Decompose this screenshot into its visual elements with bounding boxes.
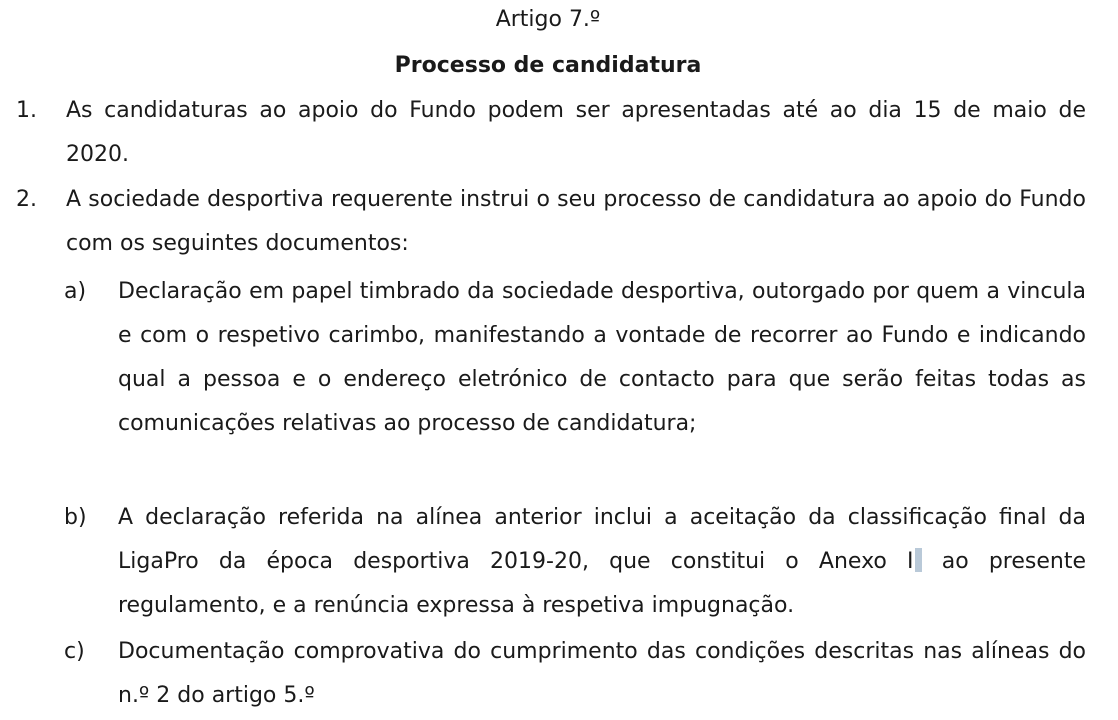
list-item-2: [16, 178, 1086, 266]
item-number: 1.: [16, 98, 37, 123]
sub-item-text: [118, 496, 1086, 628]
list-item-1: [16, 89, 1086, 177]
sub-item-letter: b): [64, 505, 87, 530]
article-title: Processo de candidatura: [394, 53, 702, 78]
sub-item-a: [64, 270, 1086, 446]
sub-item-letter: c): [64, 639, 85, 664]
sub-item-letter: a): [64, 279, 87, 304]
item-number: 2.: [16, 187, 37, 212]
item-text: As candidaturas ao apoio do Fundo podem ser apresentadas até ao dia 15 de maio de 2020.: [66, 98, 1086, 167]
sub-item-text: Documentação comprovativa do cumprimento das condições descritas nas alíneas do n.º 2 do artigo 5.º: [118, 639, 1086, 708]
item-text: A sociedade desportiva requerente instrui o seu processo de candidatura ao apoio do Fundo com os seguintes documentos:: [66, 187, 1086, 256]
sub-item-text-part: ao presente regulamento, e a renúncia expressa à respetiva impugnação.: [118, 549, 1086, 618]
article-number: Artigo 7.º: [495, 7, 601, 32]
sub-item-c: [64, 630, 1086, 718]
sub-item-b: [64, 496, 1086, 628]
sub-item-text-part: A declaração referida na alínea anterior inclui a aceitação da classificação final da LigaPro da época desportiva 2019-20, que constitui o Anexo I: [118, 505, 1086, 574]
sub-item-text: Declaração em papel timbrado da sociedade desportiva, outorgado por quem a vincula e com o respetivo carimbo, manifestando a vontade de recorrer ao Fundo e indicando qual a pessoa e o endereço eletrónico de contacto para que serão feitas todas as comunicações relativas ao processo de candidatura;: [118, 279, 1086, 436]
text-cursor-highlight: [915, 548, 922, 572]
